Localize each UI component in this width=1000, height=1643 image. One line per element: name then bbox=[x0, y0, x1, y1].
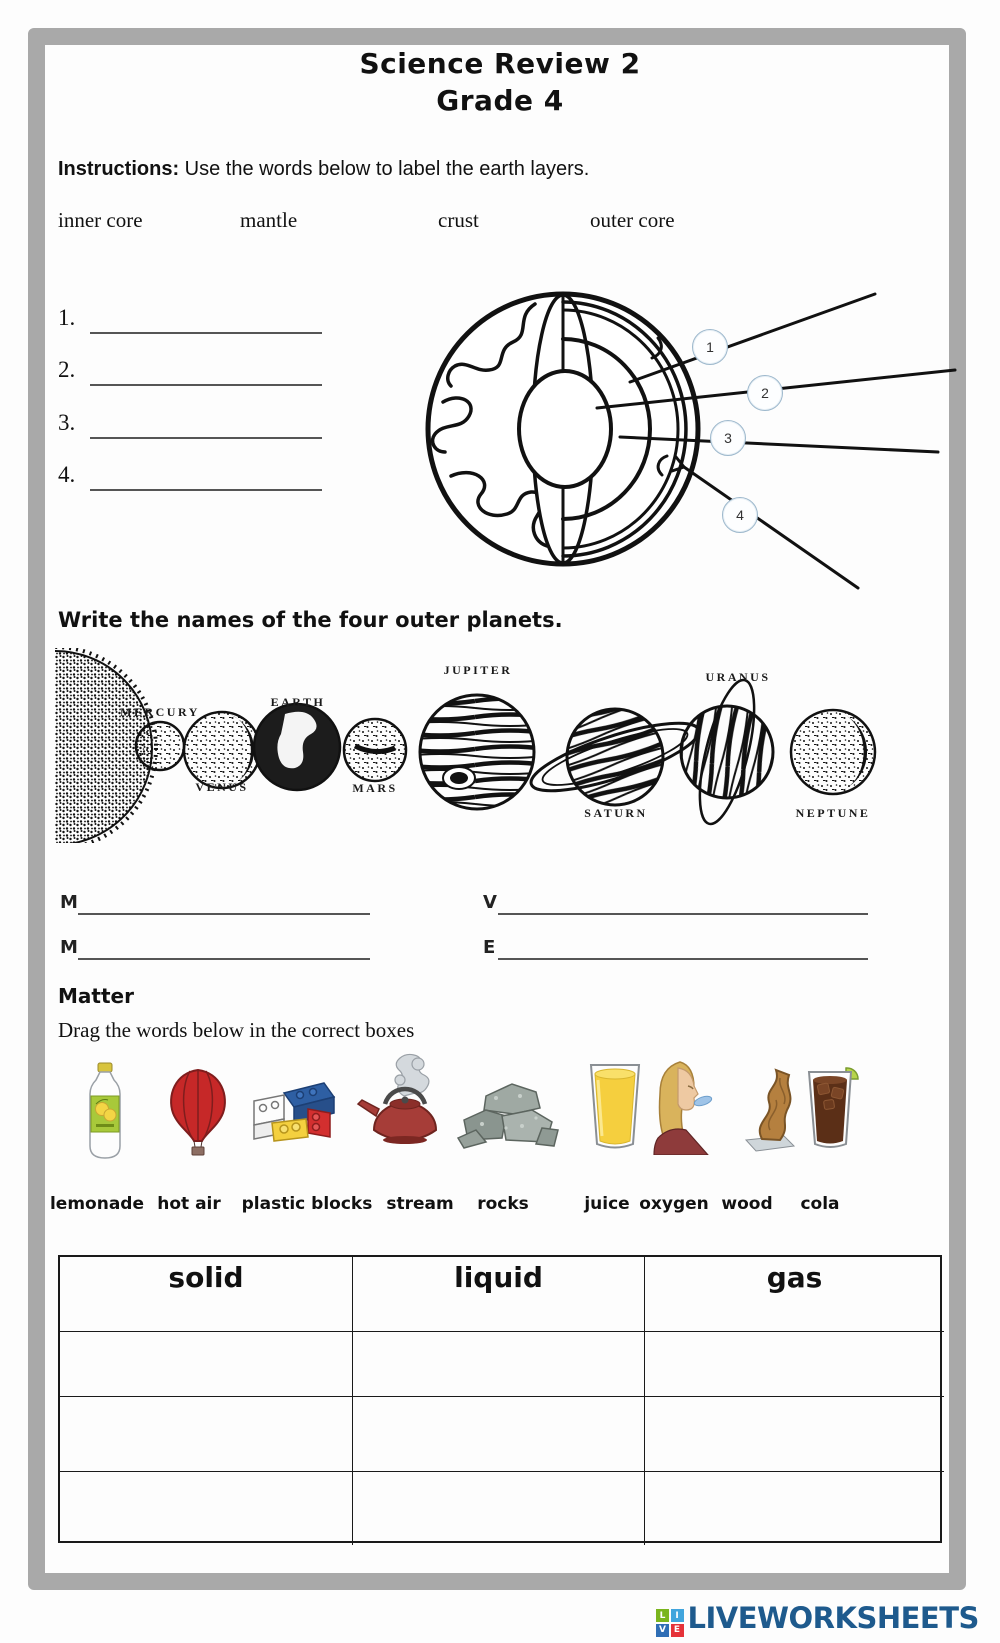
blank-label-4: 4. bbox=[58, 462, 76, 487]
planet-answer-blank-3[interactable] bbox=[78, 938, 370, 960]
blank-label-3: 3. bbox=[58, 410, 76, 435]
logo-tile-l: L bbox=[656, 1609, 669, 1622]
word-chip-rocks[interactable]: rocks bbox=[477, 1194, 529, 1214]
matter-table bbox=[58, 1255, 942, 1543]
logo-tile-i: I bbox=[671, 1609, 684, 1622]
word-bank-outer-core: outer core bbox=[590, 208, 675, 232]
word-chip-hot-air[interactable]: hot air bbox=[157, 1194, 221, 1214]
word-bank-crust: crust bbox=[438, 208, 479, 232]
lemonade-bottle-icon bbox=[82, 1062, 128, 1160]
blank-label-2: 2. bbox=[58, 357, 76, 382]
earth-diagram-art bbox=[415, 280, 960, 592]
juice-glass-icon bbox=[584, 1060, 646, 1152]
word-bank-mantle: mantle bbox=[240, 208, 298, 232]
word-chip-cola[interactable]: cola bbox=[800, 1194, 840, 1214]
planet-label-earth: EARTH bbox=[270, 695, 326, 709]
steaming-kettle-icon bbox=[352, 1052, 452, 1148]
drop-cell-solid-2[interactable] bbox=[60, 1397, 353, 1472]
planet-answer-prefix-e: E bbox=[483, 937, 496, 958]
page-subtitle: Grade 4 bbox=[436, 84, 564, 117]
matter-instruction: Drag the words below in the correct boxes bbox=[58, 1018, 415, 1042]
wood-sculpture-icon bbox=[740, 1060, 798, 1153]
planet-label-uranus: URANUS bbox=[705, 670, 771, 684]
diagram-callout-4: 4 bbox=[722, 497, 758, 533]
drop-cell-liquid-2[interactable] bbox=[353, 1397, 645, 1472]
cola-glass-icon bbox=[802, 1066, 862, 1152]
answer-blank-2[interactable] bbox=[90, 364, 322, 386]
planet-label-venus: VENUS bbox=[195, 780, 249, 794]
logo-tile-e: E bbox=[671, 1624, 684, 1637]
word-chip-stream[interactable]: stream bbox=[386, 1194, 454, 1214]
answer-blank-4[interactable] bbox=[90, 469, 322, 491]
instructions-line bbox=[58, 158, 589, 181]
drop-cell-gas-1[interactable] bbox=[645, 1332, 944, 1397]
drop-cell-solid-1[interactable] bbox=[60, 1332, 353, 1397]
logo-tile-v: V bbox=[656, 1624, 669, 1637]
liveworksheets-logo-text: LIVEWORKSHEETS bbox=[687, 1601, 979, 1635]
planet-label-jupiter: JUPITER bbox=[443, 663, 513, 677]
plastic-blocks-icon bbox=[250, 1075, 338, 1150]
planet-answer-prefix-m1: M bbox=[60, 892, 78, 913]
planet-label-neptune: NEPTUNE bbox=[795, 806, 871, 820]
planet-answer-blank-1[interactable] bbox=[78, 893, 370, 915]
answer-blank-3[interactable] bbox=[90, 417, 322, 439]
planet-label-saturn: SATURN bbox=[584, 806, 648, 820]
liveworksheets-logo-tiles-icon bbox=[656, 1609, 684, 1637]
planet-label-mars: MARS bbox=[352, 781, 398, 795]
instructions-text: Use the words below to label the earth layers. bbox=[179, 158, 590, 180]
answer-blank-1[interactable] bbox=[90, 312, 322, 334]
word-chip-wood[interactable]: wood bbox=[721, 1194, 773, 1214]
drop-cell-liquid-3[interactable] bbox=[353, 1472, 645, 1545]
planet-answer-blank-2[interactable] bbox=[498, 893, 868, 915]
diagram-callout-2: 2 bbox=[747, 375, 783, 411]
planet-answer-prefix-m2: M bbox=[60, 937, 78, 958]
planet-answer-blank-4[interactable] bbox=[498, 938, 868, 960]
liveworksheets-logo[interactable] bbox=[656, 1601, 979, 1637]
instructions-label: Instructions: bbox=[58, 158, 180, 180]
person-breathing-icon bbox=[650, 1060, 714, 1155]
planet-label-mercury: MERCURY bbox=[120, 705, 200, 719]
word-chip-lemonade[interactable]: lemonade bbox=[49, 1194, 145, 1214]
matter-heading: Matter bbox=[58, 984, 134, 1008]
table-header-liquid: liquid bbox=[353, 1257, 645, 1332]
hot-air-balloon-icon bbox=[164, 1068, 232, 1156]
drop-cell-gas-3[interactable] bbox=[645, 1472, 944, 1545]
rocks-icon bbox=[456, 1080, 560, 1150]
drop-cell-liquid-1[interactable] bbox=[353, 1332, 645, 1397]
table-header-solid: solid bbox=[60, 1257, 353, 1332]
drop-cell-gas-2[interactable] bbox=[645, 1397, 944, 1472]
diagram-callout-1: 1 bbox=[692, 329, 728, 365]
planet-answer-prefix-v: V bbox=[483, 892, 497, 913]
earth-layers-cutaway-diagram bbox=[415, 280, 960, 592]
word-chip-juice[interactable]: juice bbox=[584, 1194, 630, 1214]
word-chip-oxygen[interactable]: oxygen bbox=[639, 1194, 709, 1214]
drop-cell-solid-3[interactable] bbox=[60, 1472, 353, 1545]
blank-label-1: 1. bbox=[58, 305, 76, 330]
word-bank-inner-core: inner core bbox=[58, 208, 143, 232]
diagram-callout-3: 3 bbox=[710, 420, 746, 456]
page-title: Science Review 2 bbox=[359, 47, 641, 80]
planets-heading: Write the names of the four outer planets. bbox=[58, 608, 563, 632]
word-chip-plastic-blocks[interactable]: plastic blocks bbox=[241, 1194, 373, 1214]
table-header-gas: gas bbox=[645, 1257, 944, 1332]
